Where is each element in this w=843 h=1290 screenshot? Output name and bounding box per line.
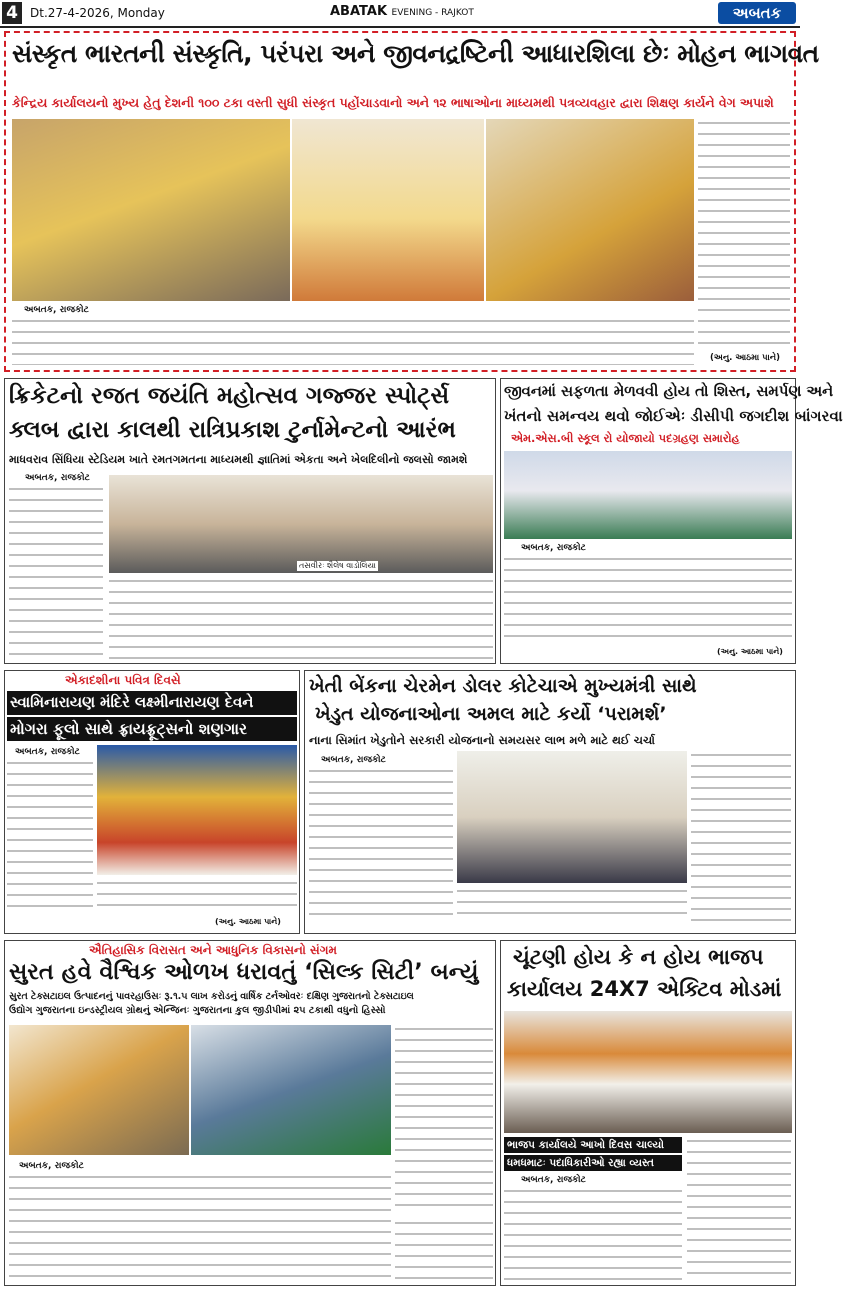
silk-body-bottom-right (395, 1219, 493, 1281)
school-jump: (અનુ. આઠમા પાને) (717, 647, 783, 656)
bjp-headline-2: કાર્યાલય 24X7 એક્ટિવ મોડમાં (507, 977, 782, 1001)
agri-headline-2: ખેડુત યોજનાઓના અમલ માટે કર્યો ‘પરામર્શ’ (315, 703, 667, 725)
cricket-subhead: માધવરાવ સિંધિયા સ્ટેડિયમ ખાતે રમતગમતના માધ્યમથી જ્ઞાતિમાં એકતા અને ખેલદિલીનો જલસો જામશે (9, 453, 468, 466)
school-byline: અબતક, રાજકોટ (521, 543, 586, 553)
school-body (504, 555, 792, 645)
bjp-subhead-1: ભાજપ કાર્યાલયે આખો દિવસ ચાલ્યો (504, 1137, 682, 1153)
temple-kicker: એકાદશીના પવિત્ર દિવસે (65, 673, 181, 687)
masthead-strip (0, 0, 800, 28)
cricket-story (4, 378, 496, 664)
temple-story (4, 670, 300, 934)
temple-headline-2: મોગરા ફૂલો સાથે ફ્રાયફ્રૂટ્સનો શણગાર (7, 717, 297, 741)
silk-photo-loom-1 (9, 1025, 189, 1155)
school-story (500, 378, 843, 664)
agri-subhead: નાના સિમાંત ખેડુતોને સરકારી યોજનાનો સમયસર લાભ મળે માટે થઈ ચર્ચા (309, 733, 656, 747)
temple-body-left (7, 759, 93, 909)
temple-body (97, 879, 297, 911)
bjp-subhead-2: ધમધમાટઃ પદાધિકારીઓ રહ્યા વ્યસ્ત (504, 1155, 682, 1171)
bjp-body (504, 1187, 682, 1281)
cricket-body-left (9, 485, 103, 661)
silk-headline: સુરત હવે વૈશ્વિક ઓળખ ધરાવતું ‘સિલ્ક સિટી’ બન્યું (9, 959, 479, 985)
agri-headline-1: ખેતી બેંકના ચેરમેન ડોલર કોટેચાએ મુખ્યમંત્રી સાથે (309, 675, 697, 697)
agri-byline: અબતક, રાજકોટ (321, 755, 386, 765)
school-headline-2: ખંતનો સમન્વય થવો જોઈએઃ ડીસીપી જગદીશ બાંગરવા (504, 407, 843, 425)
silk-subhead-2: ઉદ્યોગ ગુજરાતના ઇન્ડસ્ટ્રીયલ ગ્રોથનું એન્જિનઃ ગુજરાતના કુલ જીડીપીમાં ૨૫ ટકાથી વધુનો હિસ્સો (9, 1005, 386, 1016)
temple-jump: (અનુ. આઠમા પાને) (215, 917, 281, 926)
silk-city-story (4, 940, 496, 1286)
lead-jump: (અનુ. આઠમા પાને) (710, 353, 780, 363)
lead-body-right (698, 119, 790, 349)
lead-photo-puja (486, 119, 694, 301)
silk-body-right (395, 1025, 493, 1215)
page-number: 4 (2, 2, 22, 24)
agri-body-left (309, 767, 453, 915)
silk-subhead-1: સુરત ટેક્સટાઇલ ઉત્પાદનનું પાવરહાઉસઃ રૂ.૧.૫ લાખ કરોડનું વાર્ષિક ટર્નઓવરઃ દક્ષિણ ગુજરાતનો ટેક્સટાઇલ (9, 991, 414, 1002)
school-headline-1: જીવનમાં સફળતા મેળવવી હોય તો શિસ્ત, સમર્પણ અને (504, 383, 834, 400)
agri-photo-meeting (457, 751, 687, 883)
paper-name: ABATAK EVENING - RAJKOT (330, 4, 474, 19)
cricket-byline: અબતક, રાજકોટ (25, 473, 90, 483)
cricket-headline-2: ક્લબ દ્વારા કાલથી રાત્રિપ્રકાશ ટુર્નામેન્ટનો આરંભ (9, 417, 456, 443)
cricket-headline-1: ક્રિકેટનો રજત જયંતિ મહોત્સવ ગજ્જર સ્પોર્ટ્સ (9, 383, 450, 409)
cricket-photo-credit: તસવીરઃ શૈલેષ વાડોલિયા (299, 561, 376, 570)
lead-byline: અબતક, રાજકોટ (24, 305, 89, 315)
issue-date: Dt.27-4-2026, Monday (30, 6, 165, 20)
agri-bank-story (304, 670, 796, 934)
cricket-body (109, 577, 493, 661)
bjp-photo-office (504, 1011, 792, 1133)
bjp-body-right (687, 1137, 791, 1281)
silk-photo-loom-2 (191, 1025, 391, 1155)
cricket-photo-press (109, 475, 493, 573)
silk-body (9, 1173, 391, 1281)
agri-body-right (691, 751, 791, 921)
bjp-office-story (500, 940, 796, 1286)
agri-body-mid (457, 887, 687, 917)
lead-story (4, 31, 819, 372)
school-subhead: એમ.એસ.બી સ્કૂલ રો યોજાયો પદગ્રહણ સમારોહ (511, 431, 740, 445)
temple-headline-1: સ્વામિનારાયણ મંદિરે લક્ષ્મીનારાયણ દેવને (7, 691, 297, 715)
silk-kicker: ઐતિહાસિક વિરાસત અને આધુનિક વિકાસનો સંગમ (89, 943, 338, 957)
lead-subhead: કેન્દ્રિય કાર્યાલયનો મુખ્ય હેતુ દેશની ૧૦૦ ટકા વસ્તી સુધી સંસ્કૃત પહોંચાડવાનો અને ૧૨ ભાષાઓના માધ્યમથી પત્રવ્યવહાર દ્વારા શિક્ષણ કાર્યને વેગ અપાશે (12, 95, 774, 110)
paper-logo: અબતક (718, 2, 796, 24)
bjp-headline-1: ચૂંટણી હોય કે ન હોય ભાજપ (513, 945, 764, 969)
lead-headline: સંસ્કૃત ભારતની સંસ્કૃતિ, પરંપરા અને જીવનદ્રષ્ટિની આધારશિલા છેઃ મોહન ભાગવત (12, 39, 819, 68)
lead-body (12, 317, 694, 365)
bjp-byline: અબતક, રાજકોટ (521, 1175, 586, 1185)
lead-photo-stage (292, 119, 484, 301)
temple-photo-deities (97, 745, 297, 875)
school-photo-ceremony (504, 451, 792, 539)
temple-byline: અબતક, રાજકોટ (15, 747, 80, 757)
lead-photo-ceremony (12, 119, 290, 301)
silk-byline: અબતક, રાજકોટ (19, 1161, 84, 1171)
